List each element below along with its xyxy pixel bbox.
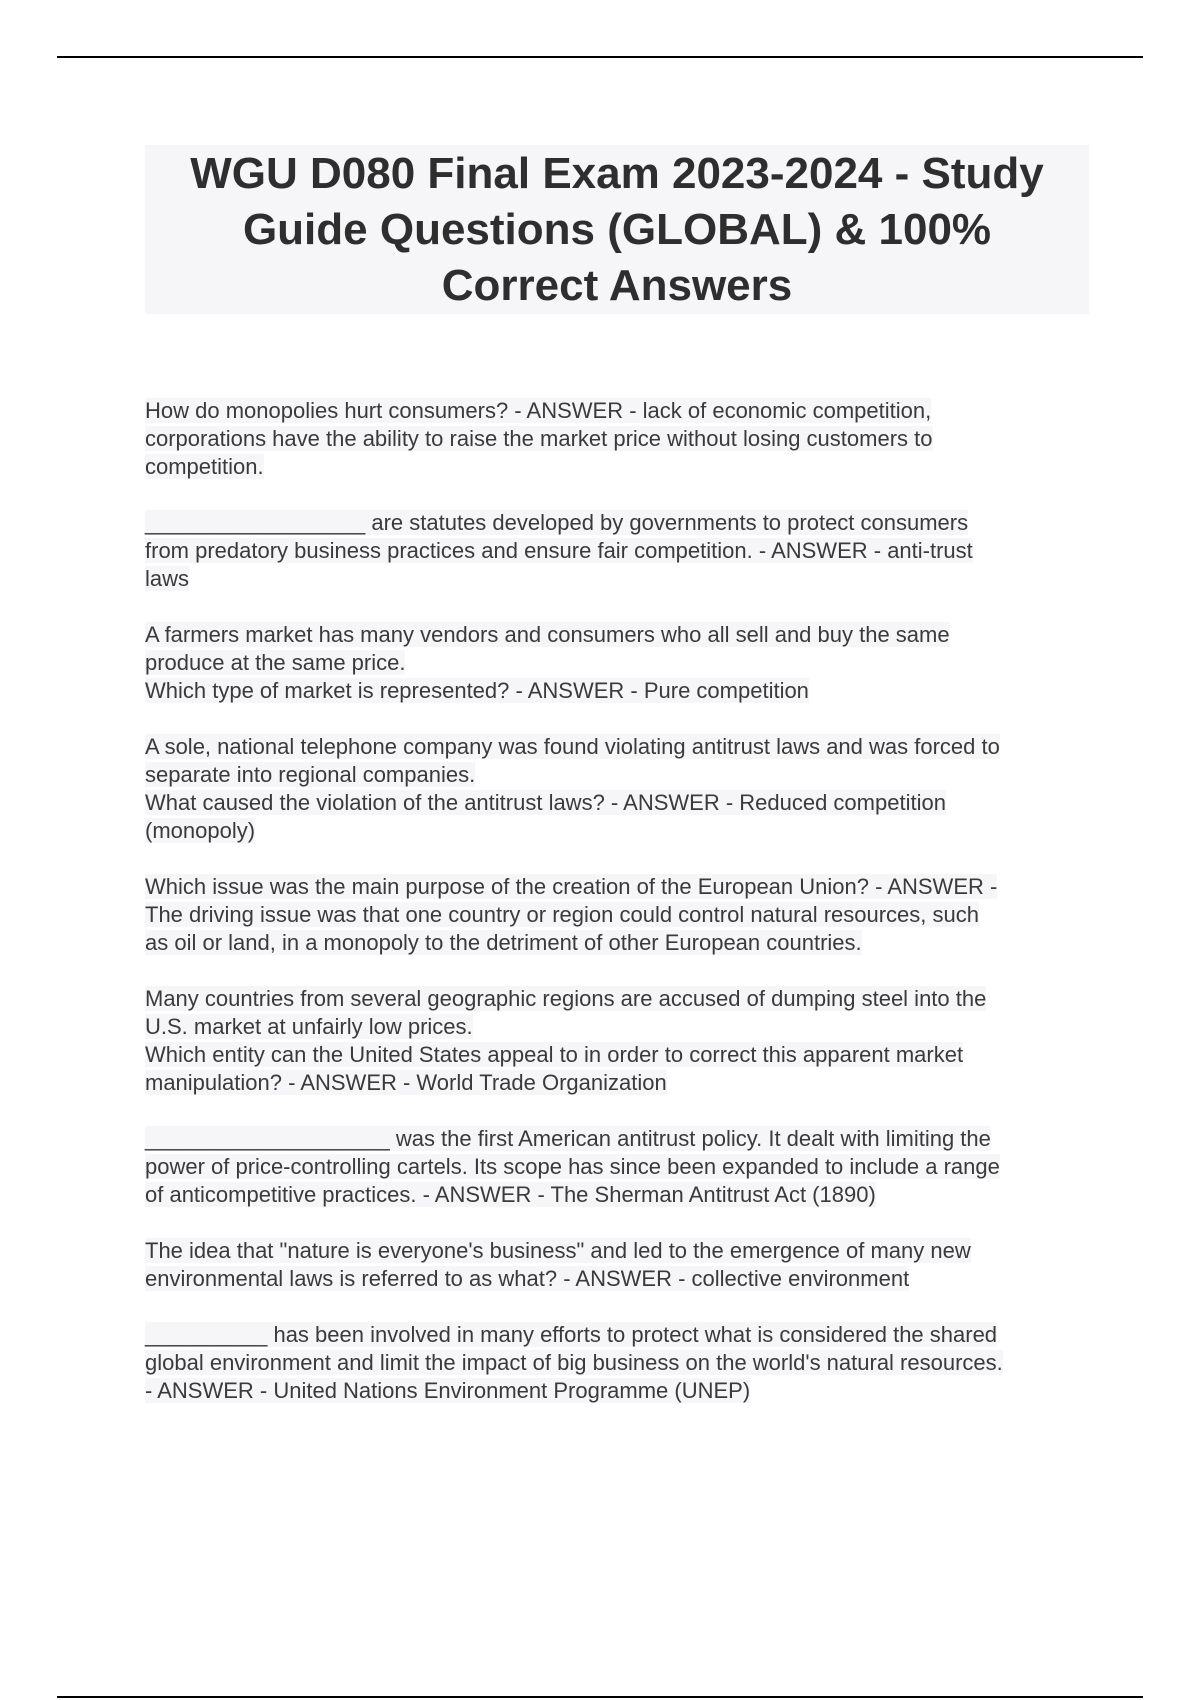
qa-text-line: environmental laws is referred to as what? - ANSWER - collective environment (145, 1266, 910, 1291)
qa-text-line: corporations have the ability to raise the market price without losing customers to (145, 426, 933, 451)
qa-item (145, 985, 1095, 1097)
qa-text-line: global environment and limit the impact of big business on the world's natural resources. (145, 1350, 1003, 1375)
qa-text-line: ____________________ was the first American antitrust policy. It dealt with limiting the (145, 1126, 991, 1151)
qa-text-line: separate into regional companies. (145, 762, 476, 787)
title-line: Guide Questions (GLOBAL) & 100% (242, 205, 992, 254)
qa-text-line: Which type of market is represented? - ANSWER - Pure competition (145, 678, 809, 703)
bottom-rule (57, 1696, 1143, 1698)
top-rule (57, 56, 1143, 58)
qa-text-line: - ANSWER - United Nations Environment Programme (UNEP) (145, 1378, 751, 1403)
qa-text-line: The driving issue was that one country or region could control natural resources, such (145, 902, 979, 927)
qa-text-line: (monopoly) (145, 818, 256, 843)
qa-text-line: The idea that "nature is everyone's business" and led to the emergence of many new (145, 1238, 971, 1263)
qa-text-line: Many countries from several geographic regions are accused of dumping steel into the (145, 986, 987, 1011)
qa-text-line: as oil or land, in a monopoly to the detriment of other European countries. (145, 930, 862, 955)
qa-text-line: laws (145, 566, 190, 591)
qa-text-line: from predatory business practices and ensure fair competition. - ANSWER - anti-trust (145, 538, 973, 563)
qa-text-line: A sole, national telephone company was found violating antitrust laws and was forced to (145, 734, 1000, 759)
qa-list (145, 397, 1095, 1433)
qa-item (145, 397, 1095, 481)
qa-text-line: manipulation? - ANSWER - World Trade Organization (145, 1070, 667, 1095)
qa-text-line: of anticompetitive practices. - ANSWER - The Sherman Antitrust Act (1890) (145, 1182, 876, 1207)
qa-item (145, 1321, 1095, 1405)
qa-item (145, 1237, 1095, 1293)
qa-text-line: Which entity can the United States appeal to in order to correct this apparent market (145, 1042, 964, 1067)
qa-text-line: competition. (145, 454, 264, 479)
qa-text-line: __________________ are statutes developed by governments to protect consumers (145, 510, 969, 535)
title-line: Correct Answers (441, 261, 793, 310)
qa-text-line: U.S. market at unfairly low prices. (145, 1014, 473, 1039)
qa-item (145, 733, 1095, 845)
qa-item (145, 873, 1095, 957)
qa-text-line: __________ has been involved in many efforts to protect what is considered the shared (145, 1322, 998, 1347)
qa-text-line: How do monopolies hurt consumers? - ANSWER - lack of economic competition, (145, 398, 932, 423)
qa-text-line: What caused the violation of the antitrust laws? - ANSWER - Reduced competition (145, 790, 946, 815)
qa-text-line: Which issue was the main purpose of the creation of the European Union? - ANSWER - (145, 874, 998, 899)
qa-text-line: produce at the same price. (145, 650, 406, 675)
qa-item (145, 1125, 1095, 1209)
qa-item (145, 621, 1095, 705)
qa-text-line: power of price-controlling cartels. Its scope has since been expanded to include a range (145, 1154, 1000, 1179)
qa-text-line: A farmers market has many vendors and consumers who all sell and buy the same (145, 622, 950, 647)
document-title (145, 145, 1089, 314)
qa-item (145, 509, 1095, 593)
title-line: WGU D080 Final Exam 2023-2024 - Study (190, 149, 1044, 198)
